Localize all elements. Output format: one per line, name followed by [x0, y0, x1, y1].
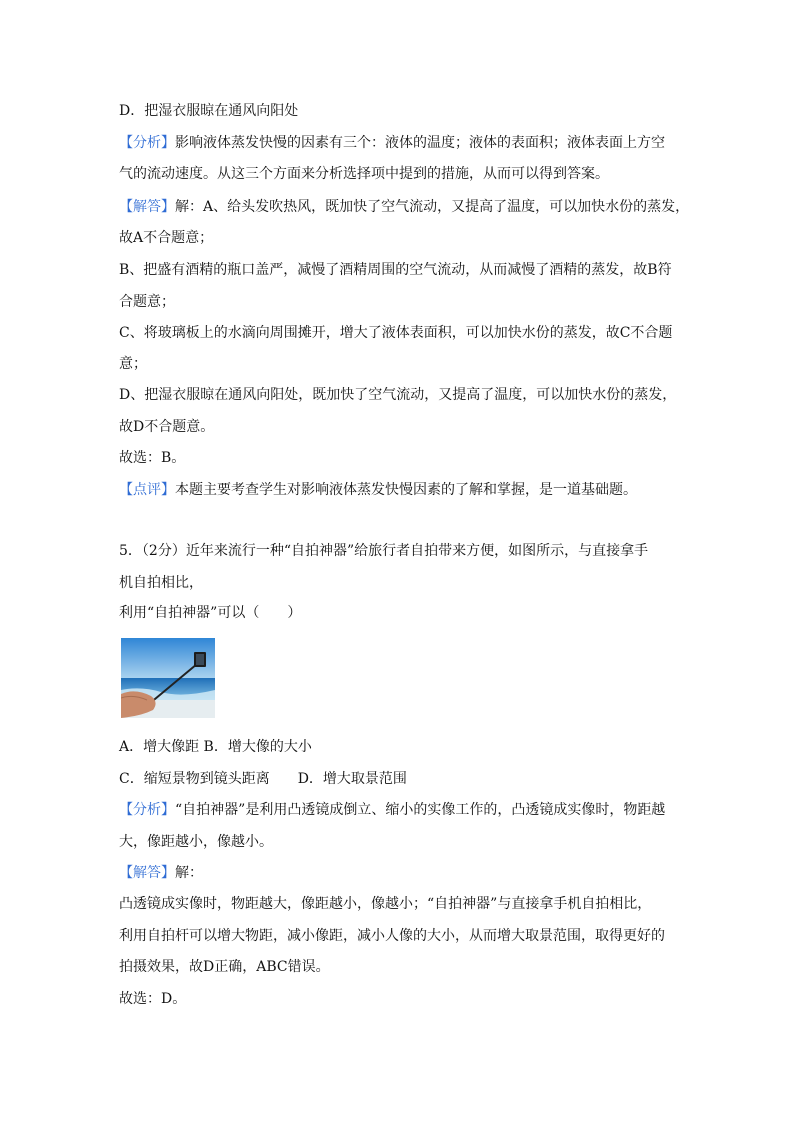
comment-tag: 【点评】: [119, 482, 175, 498]
answer-line-7: D、把湿衣服晾在通风向阳处，既加快了空气流动，又提高了温度，可以加快水份的蒸发，: [119, 387, 677, 403]
answer-text-1: 解：A、给头发吹热风，既加快了空气流动，又提高了温度，可以加快水份的蒸发，: [175, 199, 690, 215]
analysis-tag: 【分析】: [119, 135, 175, 151]
comment-line: [119, 480, 637, 500]
answer-line-4: 合题意；: [119, 294, 175, 310]
comment-text: 本题主要考查学生对影响液体蒸发快慢因素的了解和掌握，是一道基础题。: [175, 482, 637, 498]
q5-choice-text: 故选：D。: [119, 991, 187, 1007]
answer-line-3: B、把盛有酒精的瓶口盖严，减慢了酒精周围的空气流动，从而减慢了酒精的蒸发，故B符: [119, 262, 672, 278]
answer-line-8: 故D不合题意。: [119, 419, 215, 435]
q5-answer-intro: 解：: [175, 865, 203, 881]
q5-answer-tag: 【解答】: [119, 865, 175, 881]
q5-answer-tag-line: [119, 863, 203, 883]
selfie-stick-photo: [121, 638, 215, 718]
q5-analysis-line-2: 大，像距越小，像越小。: [119, 834, 273, 850]
option-d-text: D．把湿衣服晾在通风向阳处: [119, 103, 299, 119]
q5-options-cd: C．缩短景物到镜头距离 D．增大取景范围: [119, 771, 407, 787]
q5-stem-line-3: 利用“自拍神器”可以（ ）: [119, 605, 302, 621]
q5-answer-line-1: 凸透镜成实像时，物距越大，像距越小，像越小；“自拍神器”与直接拿手机自拍相比，: [119, 896, 652, 912]
answer-line-6: 意；: [119, 356, 147, 372]
analysis-line-1: [119, 133, 665, 153]
analysis-line-2: 气的流动速度。从这三个方面来分析选择项中提到的措施，从而可以得到答案。: [119, 166, 609, 182]
answer-line-1: [119, 197, 689, 217]
choice-text: 故选：B。: [119, 450, 186, 466]
answer-line-5: C、将玻璃板上的水滴向周围摊开，增大了液体表面积，可以加快水份的蒸发，故C不合题: [119, 325, 673, 341]
q5-analysis-text-1: “自拍神器”是利用凸透镜成倒立、缩小的实像工作的，凸透镜成实像时，物距越: [175, 802, 666, 818]
q5-answer-line-3: 拍摄效果，故D正确，ABC错误。: [119, 959, 330, 975]
q5-analysis-line-1: [119, 800, 665, 820]
q5-stem-line-2: 机自拍相比，: [119, 575, 203, 591]
analysis-text-1: 影响液体蒸发快慢的因素有三个：液体的温度；液体的表面积；液体表面上方空: [175, 135, 665, 151]
answer-tag: 【解答】: [119, 199, 175, 215]
answer-line-2: 故A不合题意；: [119, 230, 214, 246]
q5-stem-line-1: 5．（2分）近年来流行一种“自拍神器”给旅行者自拍带来方便，如图所示，与直接拿手: [119, 543, 649, 559]
q5-options-ab: A．增大像距 B．增大像的大小: [119, 739, 312, 755]
q5-analysis-tag: 【分析】: [119, 802, 175, 818]
q5-answer-line-2: 利用自拍杆可以增大物距，减小像距，减小人像的大小，从而增大取景范围，取得更好的: [119, 928, 665, 944]
